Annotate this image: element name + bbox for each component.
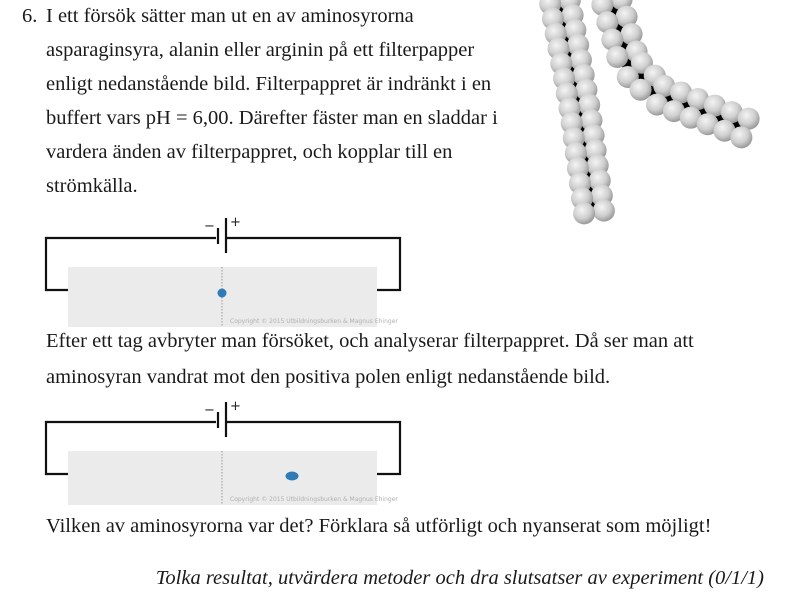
question-prompt: Vilken av aminosyrorna var det? Förklara så utförligt och nyanserat som möjligt!	[46, 515, 712, 537]
copyright-text: Copyright © 2015 Utbildningsburken & Magnus Ehinger	[230, 318, 398, 325]
hydrogen-atom	[630, 79, 652, 101]
intro-line: buffert vars pH = 6,00. Därefter fäster man en sladdar i	[46, 107, 498, 129]
intro-line: asparaginsyra, alanin eller arginin på ett filterpapper	[46, 39, 475, 61]
hydrogen-atom	[606, 46, 628, 68]
intro-line: enligt nedanstående bild. Filterpappret är indränkt i en	[46, 73, 492, 95]
molecule-image	[539, 0, 759, 224]
amino-acid-spot	[286, 472, 299, 481]
result-line: aminosyran vandrat mot den positiva polen enligt nedanstående bild.	[46, 366, 611, 388]
plus-label: +	[230, 399, 241, 414]
question-number: 6.	[22, 5, 38, 27]
minus-label: −	[204, 403, 215, 418]
hydrogen-atom	[593, 200, 615, 222]
intro-line: vardera änden av filterpappret, och kopplar till en	[46, 141, 453, 163]
intro-line: I ett försök sätter man ut en av aminosyrorna	[46, 5, 414, 27]
circuit-diagram-before	[46, 215, 400, 327]
plus-label: +	[230, 215, 241, 230]
amino-acid-spot	[218, 289, 227, 298]
minus-label: −	[204, 219, 215, 234]
hydrogen-atom	[573, 202, 595, 224]
assessment-criteria: Tolka resultat, utvärdera metoder och dra slutsatser av experiment (0/1/1)	[155, 567, 764, 589]
hydrogen-atom	[730, 126, 752, 148]
copyright-text: Copyright © 2015 Utbildningsburken & Magnus Ehinger	[230, 496, 398, 503]
result-line: Efter ett tag avbryter man försöket, och analyserar filterpappret. Då ser man att	[46, 330, 694, 352]
intro-line: strömkälla.	[46, 175, 138, 197]
circuit-diagram-after	[46, 399, 400, 505]
